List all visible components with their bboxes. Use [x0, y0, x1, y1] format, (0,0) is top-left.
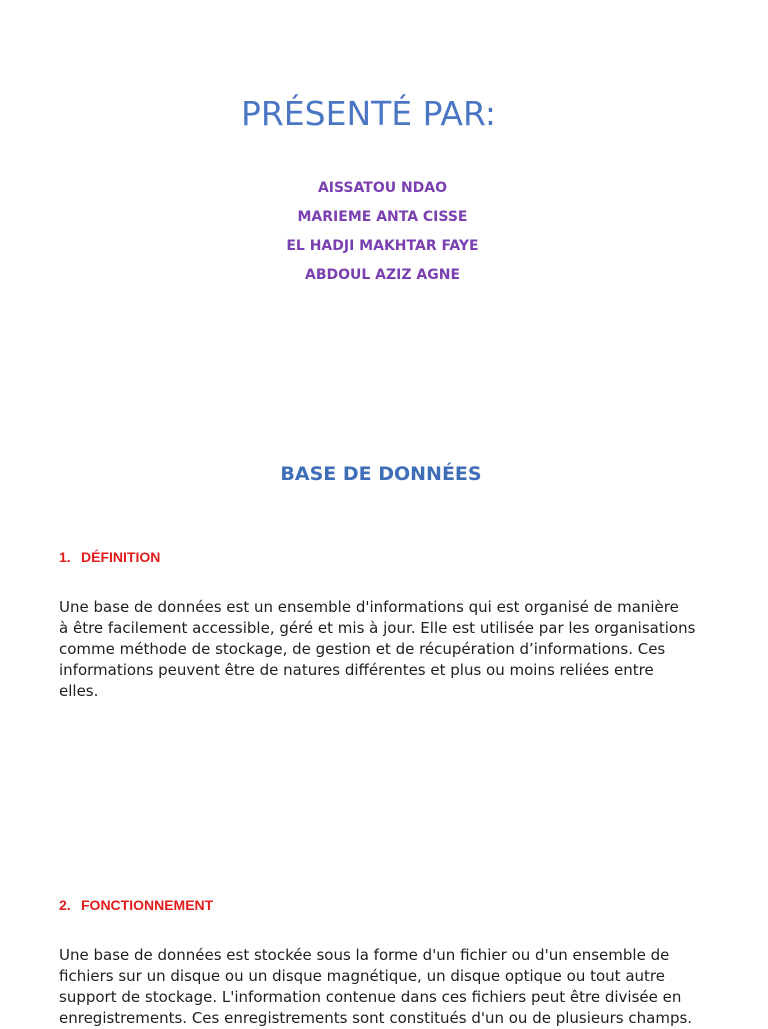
section-heading-fonctionnement	[59, 896, 213, 914]
author-name: EL HADJI MAKHTAR FAYE	[286, 238, 479, 254]
paragraph-line: Une base de données est un ensemble d'informations qui est organisé de manière	[59, 598, 679, 616]
section-heading-definition	[59, 548, 160, 566]
author-name: AISSATOU NDAO	[317, 180, 448, 196]
section-number: 2.	[59, 897, 71, 913]
paragraph-line: comme méthode de stockage, de gestion et de récupération d’informations. Ces	[59, 640, 666, 658]
author-name: MARIEME ANTA CISSE	[297, 209, 468, 225]
paragraph-line: Une base de données est stockée sous la forme d'un fichier ou d'un ensemble de	[59, 946, 670, 964]
section-number: 1.	[59, 549, 71, 565]
author-list	[0, 177, 765, 293]
document-title: BASE DE DONNÉES	[280, 463, 482, 485]
author-name: ABDOUL AZIZ AGNE	[304, 267, 461, 283]
paragraph-line: enregistrements. Ces enregistrements sont constitués d'un ou de plusieurs champs.	[59, 1009, 693, 1027]
section-heading-text: DÉFINITION	[81, 549, 161, 565]
definition-paragraph	[59, 597, 719, 702]
paragraph-line: elles.	[59, 682, 99, 700]
section-heading-text: FONCTIONNEMENT	[81, 897, 214, 913]
paragraph-line: support de stockage. L'information contenue dans ces fichiers peut être divisée en	[59, 988, 682, 1006]
presented-by-title: PRÉSENTÉ PAR:	[240, 94, 497, 133]
paragraph-line: à être facilement accessible, géré et mis à jour. Elle est utilisée par les organisations	[59, 619, 696, 637]
fonctionnement-paragraph	[59, 945, 719, 1029]
paragraph-line: fichiers sur un disque ou un disque magnétique, un disque optique ou tout autre	[59, 967, 665, 985]
paragraph-line: informations peuvent être de natures différentes et plus ou moins reliées entre	[59, 661, 654, 679]
